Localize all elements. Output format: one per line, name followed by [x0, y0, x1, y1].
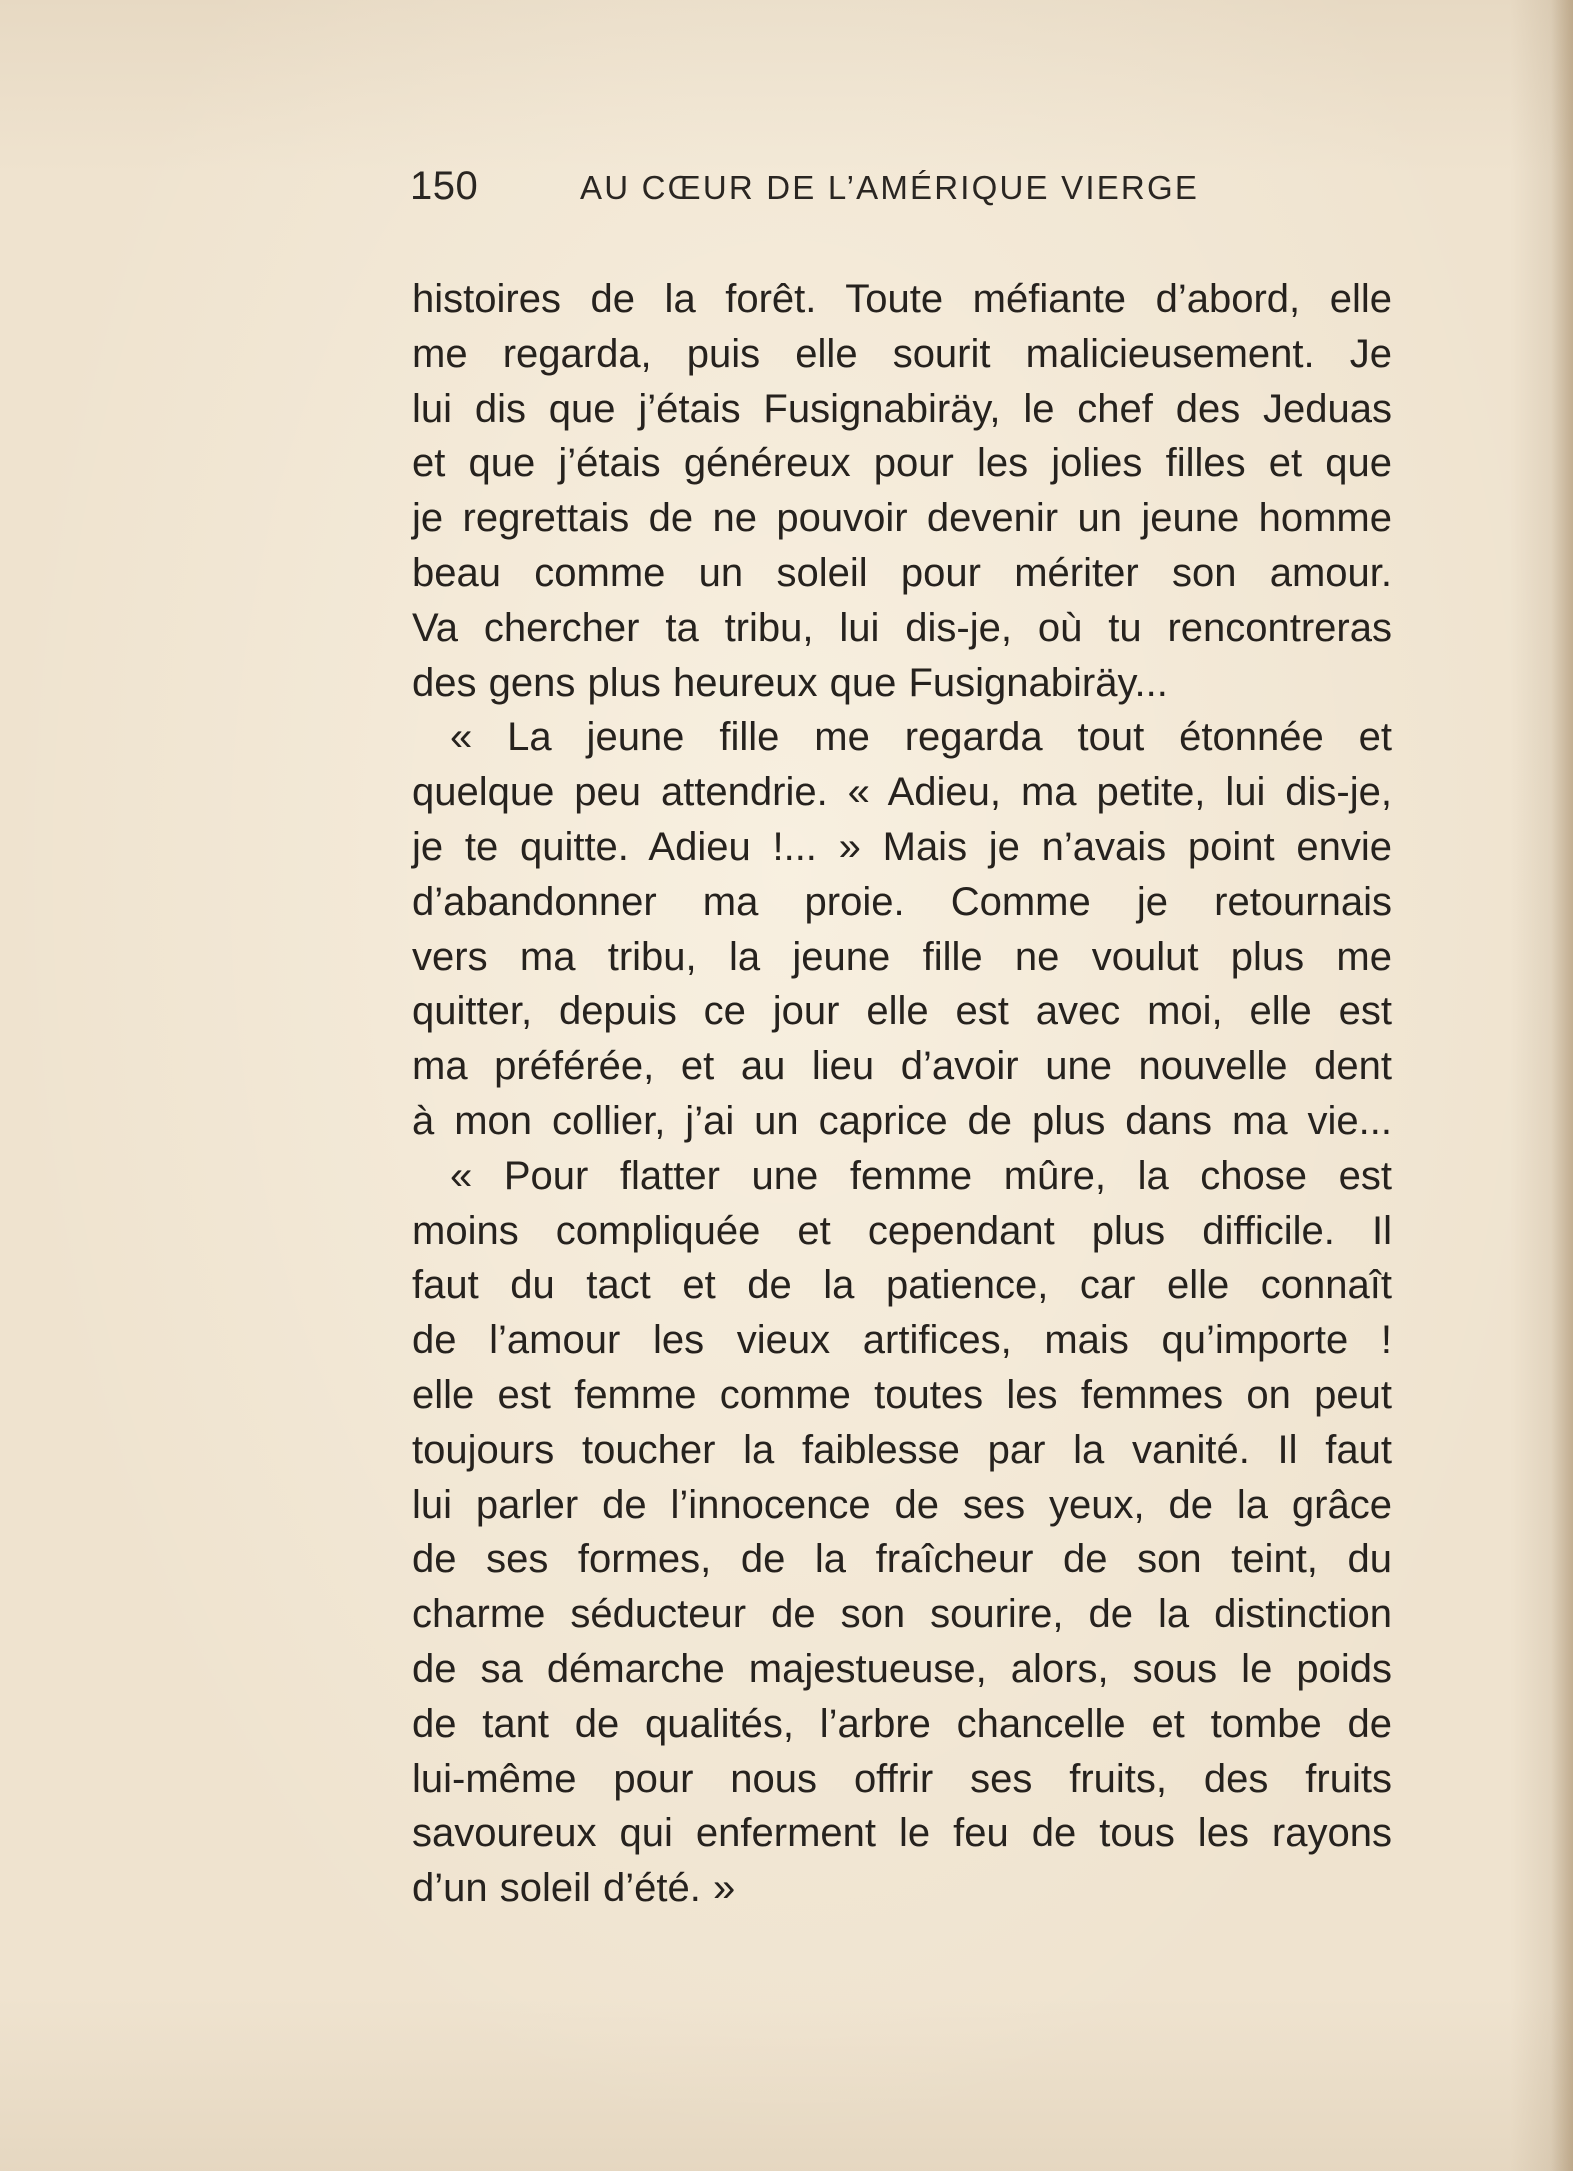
text-line: quelque peu attendrie. « Adieu, ma petite, lui dis-je,	[412, 770, 1392, 815]
running-title: AU CŒUR DE L’AMÉRIQUE VIERGE	[580, 169, 1200, 206]
text-line: ma préférée, et au lieu d’avoir une nouvelle dent	[412, 1044, 1392, 1089]
text-line: et que j’étais généreux pour les jolies filles et que	[412, 441, 1392, 486]
text-line: « La jeune fille me regarda tout étonnée et	[450, 715, 1392, 760]
text-line: vers ma tribu, la jeune fille ne voulut plus me	[412, 934, 1392, 979]
text-line: d’un soleil d’été. »	[412, 1866, 736, 1911]
text-line: lui parler de l’innocence de ses yeux, de la grâce	[412, 1482, 1392, 1527]
running-head	[410, 158, 1230, 214]
text-line: lui-même pour nous offrir ses fruits, des fruits	[412, 1756, 1392, 1801]
text-line: moins compliquée et cependant plus difficile. Il	[412, 1208, 1392, 1253]
text-line: des gens plus heureux que Fusignabiräy...	[412, 660, 1168, 705]
text-line: charme séducteur de son sourire, de la distinction	[412, 1592, 1392, 1637]
text-line: de sa démarche majestueuse, alors, sous le poids	[412, 1646, 1392, 1691]
text-line: je te quitte. Adieu !... » Mais je n’avais point envie	[412, 824, 1392, 869]
text-line: lui dis que j’étais Fusignabiräy, le chef des Jeduas	[412, 386, 1392, 431]
text-line: Va chercher ta tribu, lui dis-je, où tu rencontreras	[412, 605, 1392, 650]
text-line: histoires de la forêt. Toute méfiante d’abord, elle	[412, 277, 1392, 321]
text-line: beau comme un soleil pour mériter son amour.	[412, 550, 1392, 595]
text-line: quitter, depuis ce jour elle est avec moi, elle est	[412, 989, 1392, 1034]
text-line: de tant de qualités, l’arbre chancelle et tombe de	[412, 1701, 1392, 1746]
text-line: toujours toucher la faiblesse par la vanité. Il faut	[412, 1427, 1392, 1472]
text-line: de l’amour les vieux artifices, mais qu’importe !	[412, 1318, 1392, 1363]
text-line: de ses formes, de la fraîcheur de son teint, du	[412, 1537, 1392, 1582]
body-text	[412, 272, 1392, 1916]
text-line: savoureux qui enferment le feu de tous les rayons	[412, 1811, 1392, 1856]
text-line: « Pour flatter une femme mûre, la chose est	[450, 1153, 1392, 1198]
text-line: je regrettais de ne pouvoir devenir un jeune homme	[412, 496, 1392, 541]
text-line: me regarda, puis elle sourit malicieusement. Je	[412, 331, 1392, 376]
page-edge-shadow	[1551, 0, 1573, 2171]
text-line: faut du tact et de la patience, car elle connaît	[412, 1263, 1392, 1308]
page-number: 150	[410, 164, 479, 208]
text-line: d’abandonner ma proie. Comme je retournais	[412, 879, 1392, 924]
text-line: à mon collier, j’ai un caprice de plus dans ma vie...	[412, 1098, 1392, 1143]
text-line: elle est femme comme toutes les femmes on peut	[412, 1372, 1392, 1417]
